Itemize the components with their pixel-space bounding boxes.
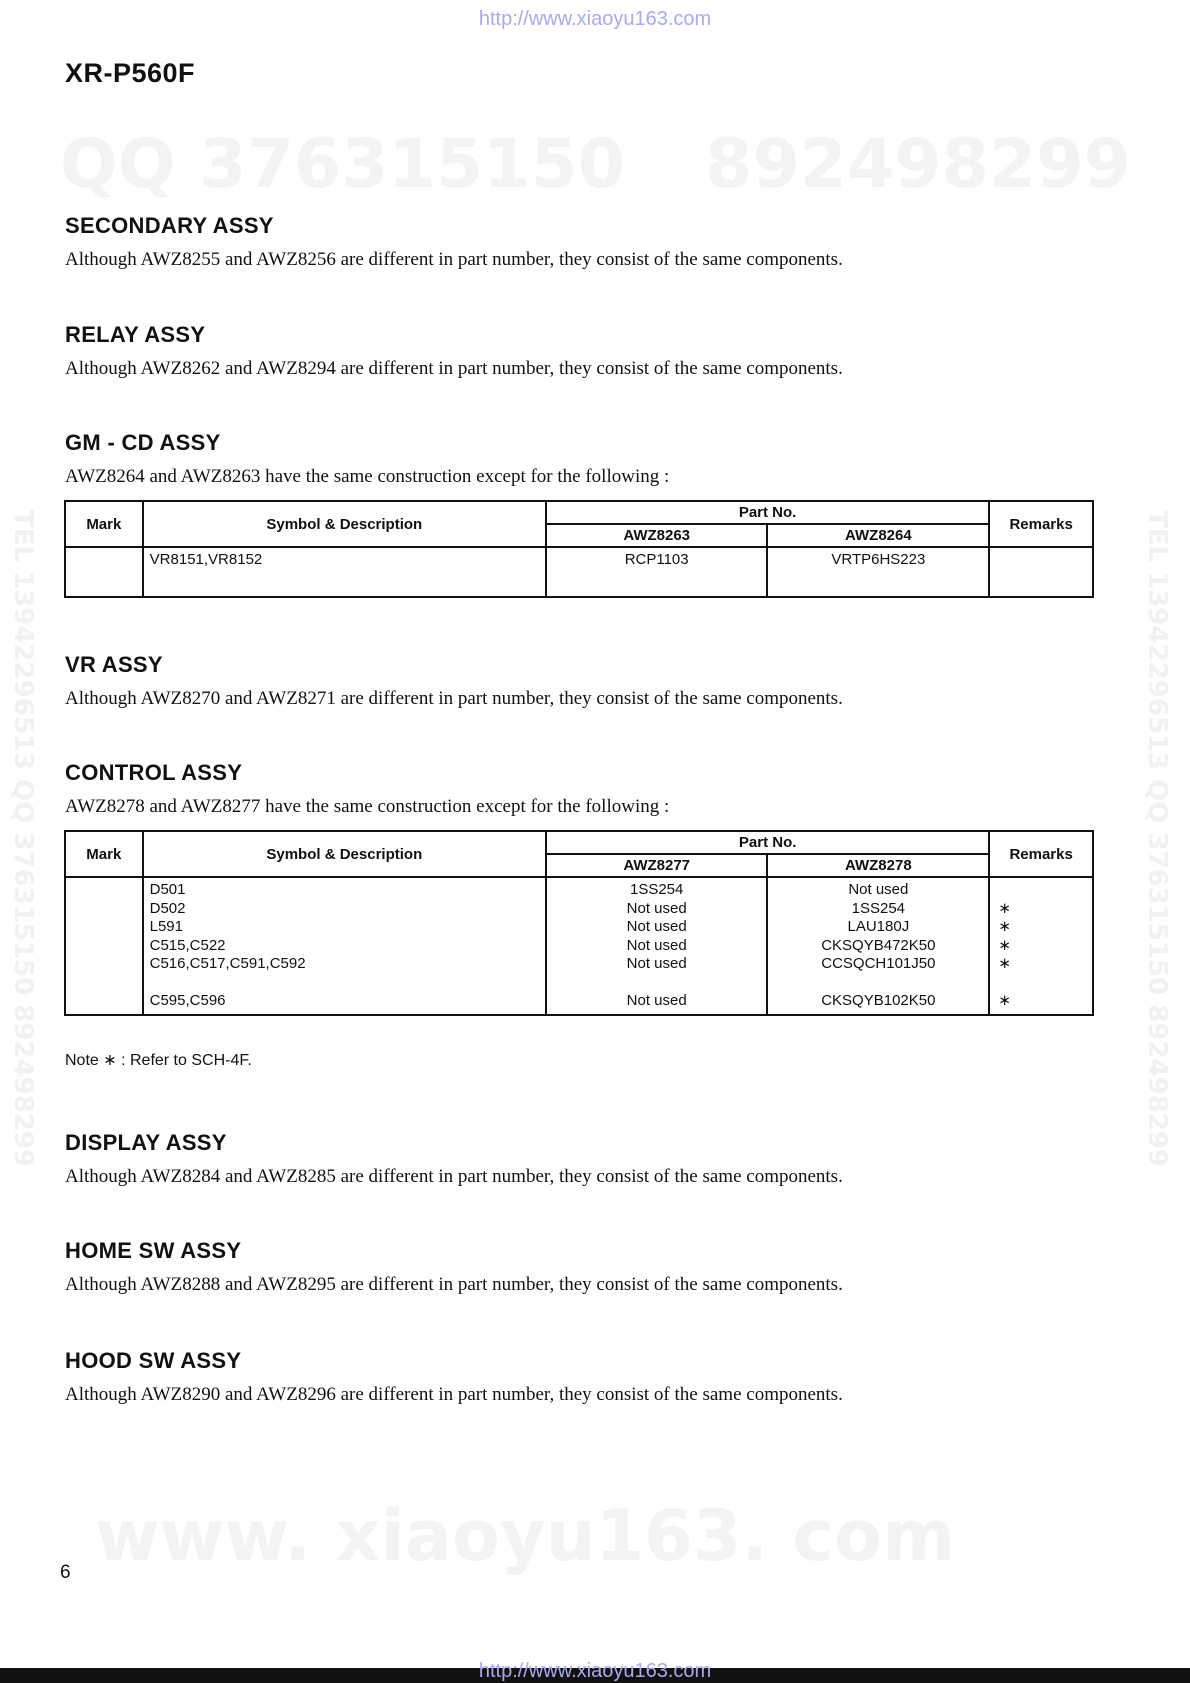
remark-asterisk: [998, 881, 1086, 900]
part-awz8278: CKSQYB472K50: [821, 936, 936, 954]
remark-asterisk: ∗: [998, 918, 1011, 935]
cell-part-1-list: [546, 877, 767, 1015]
col-symbol: Symbol & Description: [143, 831, 546, 877]
section-home-sw-assy: [65, 1238, 843, 1296]
part-awz8277: Not used: [626, 992, 687, 1009]
col-remarks: Remarks: [989, 831, 1093, 877]
part-awz8278: CCSQCH101J50: [821, 955, 936, 972]
section-vr-assy: [65, 652, 843, 710]
symbol: C516,C517,C591,C592: [149, 955, 306, 972]
section-title: HOME SW ASSY: [65, 1238, 242, 1263]
section-hood-sw-assy: [65, 1348, 843, 1406]
section-text: Although AWZ8290 and AWZ8296 are different in part number, they consist of the same components.: [65, 1384, 843, 1405]
section-text: Although AWZ8288 and AWZ8295 are different in part number, they consist of the same components.: [65, 1274, 843, 1295]
part-awz8278: Not used: [848, 881, 909, 898]
part-awz8278: 1SS254: [851, 899, 906, 917]
col-symbol: Symbol & Description: [143, 501, 546, 547]
section-title: VR ASSY: [65, 652, 163, 677]
part-awz8277: Not used: [626, 955, 687, 972]
col-awz8277: AWZ8277: [546, 854, 767, 877]
section-title: SECONDARY ASSY: [65, 213, 274, 238]
part-awz8277: 1SS254: [629, 881, 684, 898]
control-parts-table: [64, 830, 1094, 1016]
col-mark: Mark: [65, 831, 143, 877]
col-mark: Mark: [65, 501, 143, 547]
gm-cd-parts-table: [64, 500, 1094, 598]
cell-part-1: RCP1103: [546, 547, 768, 597]
cell-remark: [989, 547, 1093, 597]
section-text: Although AWZ8255 and AWZ8256 are different in part number, they consist of the same components.: [65, 249, 843, 270]
part-awz8277: Not used: [626, 899, 687, 917]
watermark-qq: QQ 376315150: [60, 125, 626, 204]
table-note: Note ∗ : Refer to SCH-4F.: [65, 1052, 252, 1069]
section-text: Although AWZ8262 and AWZ8294 are different in part number, they consist of the same components.: [65, 358, 843, 379]
part-awz8277: Not used: [626, 918, 687, 935]
col-awz8263: AWZ8263: [546, 524, 768, 547]
page-number: 6: [60, 1562, 71, 1583]
section-text: Although AWZ8284 and AWZ8285 are different in part number, they consist of the same components.: [65, 1166, 843, 1187]
cell-part-2-list: [767, 877, 989, 1015]
section-title: CONTROL ASSY: [65, 760, 243, 785]
remark-asterisk: ∗: [998, 899, 1011, 917]
header-url[interactable]: http://www.xiaoyu163.com: [478, 8, 712, 30]
table-row: [65, 877, 1093, 1015]
part-awz8277: Not used: [626, 936, 687, 954]
remark-asterisk: ∗: [998, 936, 1011, 954]
col-awz8264: AWZ8264: [767, 524, 989, 547]
footer-url[interactable]: http://www.xiaoyu163.com: [478, 1660, 712, 1682]
section-title: GM - CD ASSY: [65, 430, 221, 455]
remark-asterisk: ∗: [998, 992, 1011, 1009]
symbol: D502: [149, 899, 186, 917]
cell-mark: [65, 547, 143, 597]
section-text: AWZ8264 and AWZ8263 have the same construction except for the following :: [65, 466, 670, 487]
section-display-assy: [65, 1130, 843, 1188]
symbol: D501: [149, 881, 186, 898]
watermark-qq-2: 892498299: [705, 125, 1131, 204]
table-row: [65, 547, 1093, 597]
cell-part-2: VRTP6HS223: [767, 547, 989, 597]
remark-asterisk: ∗: [998, 955, 1011, 972]
symbol: L591: [149, 918, 183, 935]
section-control-assy: [65, 760, 669, 818]
watermark-side-right: TEL 13942296513 QQ 376315150 892498299: [1142, 510, 1172, 1168]
cell-symbol-list: [143, 877, 546, 1015]
section-title: RELAY ASSY: [65, 322, 206, 347]
col-awz8278: AWZ8278: [767, 854, 989, 877]
part-awz8278: CKSQYB102K50: [821, 992, 936, 1009]
section-title: DISPLAY ASSY: [65, 1130, 227, 1155]
symbol: C595,C596: [149, 992, 226, 1009]
watermark-side-left: TEL 13942296513 QQ 376315150 892498299: [8, 510, 38, 1168]
section-secondary-assy: [65, 213, 843, 271]
col-part-no: Part No.: [546, 501, 989, 524]
model-number: XR-P560F: [65, 58, 196, 88]
col-part-no: Part No.: [546, 831, 989, 854]
section-text: Although AWZ8270 and AWZ8271 are different in part number, they consist of the same components.: [65, 688, 843, 709]
symbol: C515,C522: [149, 936, 226, 954]
watermark-site: www. xiaoyu163. com: [95, 1495, 956, 1577]
section-gm-cd-assy: [65, 430, 669, 488]
col-remarks: Remarks: [989, 501, 1093, 547]
section-title: HOOD SW ASSY: [65, 1348, 242, 1373]
cell-symbol: VR8151,VR8152: [143, 547, 546, 597]
section-text: AWZ8278 and AWZ8277 have the same construction except for the following :: [65, 796, 670, 817]
part-awz8278: LAU180J: [847, 918, 910, 935]
section-relay-assy: [65, 322, 843, 380]
cell-remark-list: [989, 877, 1093, 1015]
